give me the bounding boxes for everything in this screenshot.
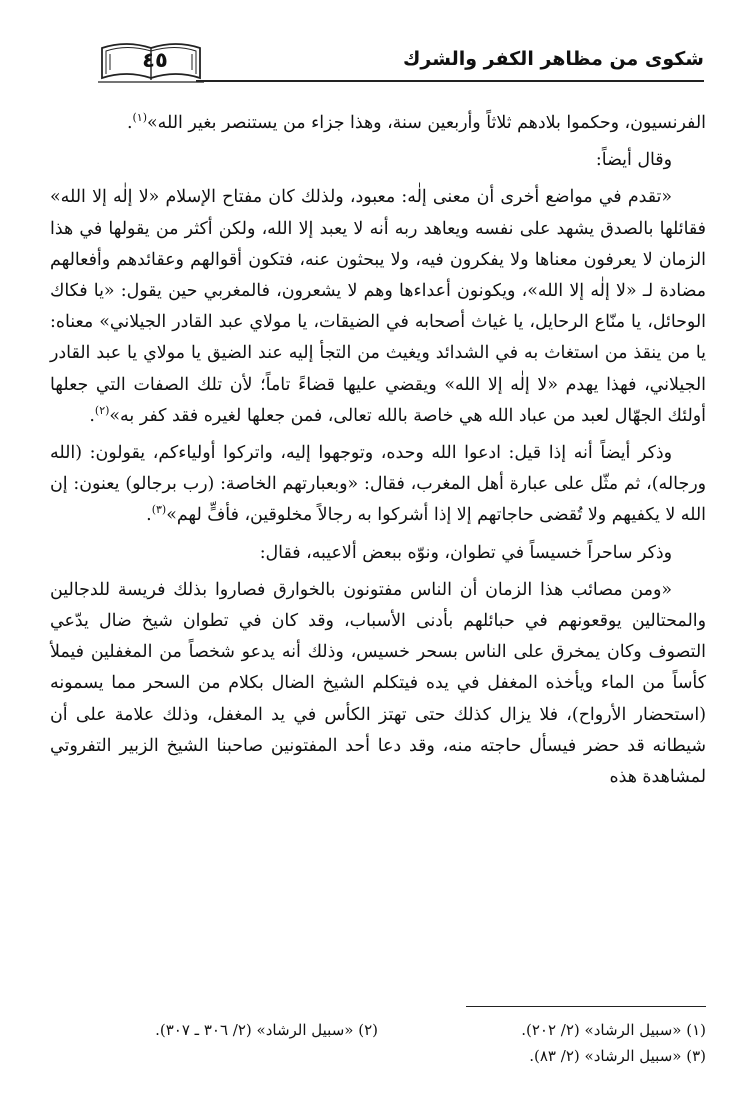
paragraph-4: وذكر أيضاً أنه إذا قيل: ادعوا الله وحده، وتوجهوا إليه، واتركوا أولياءكم، يقولون: (الله ورجاله)، ثم مثّل على عبارة أهل المغرب، فقال: «وبعبارتهم الخاصة: (رب برجالو) يعنون: إن الله لا يكفيهم ولا تُقضى حاجاتهم إلا إذا أشركوا به رجالاً مخلوقين، فأفٍّ لهم»$^{(٣)}$. bbox=[50, 443, 706, 526]
running-header bbox=[100, 40, 704, 88]
page-number: ٤٥ bbox=[142, 48, 168, 72]
running-title: شكوى من مظاهر الكفر والشرك bbox=[403, 48, 704, 70]
footnote-2: (٢) «سبيل الرشاد» (٢/ ٣٠٦ ـ ٣٠٧). bbox=[155, 1021, 378, 1039]
main-text bbox=[50, 108, 706, 793]
footnotes bbox=[50, 1006, 706, 1069]
footnote-3: (٣) «سبيل الرشاد» (٢/ ٨٣). bbox=[529, 1047, 706, 1065]
paragraph-2: وقال أيضاً: bbox=[595, 150, 672, 171]
footnote-ref-3[interactable]: (٣) bbox=[151, 503, 167, 517]
paragraph-3: «تقدم في مواضع أخرى أن معنى إلٰه: معبود، ولذلك كان مفتاح الإسلام «لا إلٰه إلا الله» فقائلها بالصدق يشهد على نفسه ويعاهد ربه أنه لا يعبد إلا الله، ولكن أكثر من يقولها في هذا الزمان لا يعرفون معناها ولا يفكرون فيه، ولا يبحثون عنه، فتكون أقوالهم وعقائدهم وأفعالهم مضادة لـ «لا إلٰه إلا الله»، ويكونون أعداءها وهم لا يشعرون، فالمغربي حين يقول: «يا فكاك الوحائل، يا منّاع الرحايل، يا غياث أصحابه في الضيقات، يا مولاي عبد القادر الجيلاني» معناه: يا من ينقذ من استغاث به في الشدائد ويغيث من التجأ إليه عند الضيق يا مولاي يا عبد القادر الجيلاني، فهذا يهدم «لا إلٰه إلا الله» ويقضي عليها قضاءً تاماً؛ لأن تلك الصفات التي جعلها أولئك الجهّال لعبد من عباد الله هي خاصة بالله تعالى، فمن جعلها لغيره فقد كفر به»$^{(٢)}$. bbox=[50, 187, 706, 426]
paragraph-1: الفرنسيون، وحكموا بلادهم ثلاثاً وأربعين سنة، وهذا جزاء من يستنصر بغير الله»$^{(١)}$. bbox=[126, 111, 706, 133]
paragraph-5: وذكر ساحراً خسيساً في تطوان، ونوّه ببعض ألاعيبه، فقال: bbox=[259, 542, 672, 563]
header-rule bbox=[196, 80, 704, 82]
footnote-1: (١) «سبيل الرشاد» (٢/ ٢٠٢). bbox=[521, 1021, 706, 1039]
footnote-rule bbox=[466, 1006, 706, 1007]
paragraph-6: «ومن مصائب هذا الزمان أن الناس مفتونون بالخوارق فصاروا بذلك فريسة للدجالين والمحتالين يوقعونهم في حبائلهم بأدنى الأسباب، وقد كان في تطوان شيخ ضال يدّعي التصوف وكان يمخرق على الناس بسحر خسيس، وذلك أنه يدعو شخصاً من المغفلين فيملأ كأساً من الماء ويأخذه المغفل في يده فيتكلم الشيخ الضال بكلام من السحر مما يسمونه (استحضار الأرواح)، فلا يزال كذلك حتى تهتز الكأس في يد المغفل، وذلك علامة على أن شيطانه قد حضر فيسأل حاجته منه، وقد دعا أحد المفتونين صاحبنا الشيخ الزبير التفروتي لمشاهدة هذه bbox=[50, 579, 706, 788]
footnote-ref-2[interactable]: (٢) bbox=[94, 404, 110, 418]
footnote-ref-1[interactable]: (١) bbox=[132, 111, 148, 125]
